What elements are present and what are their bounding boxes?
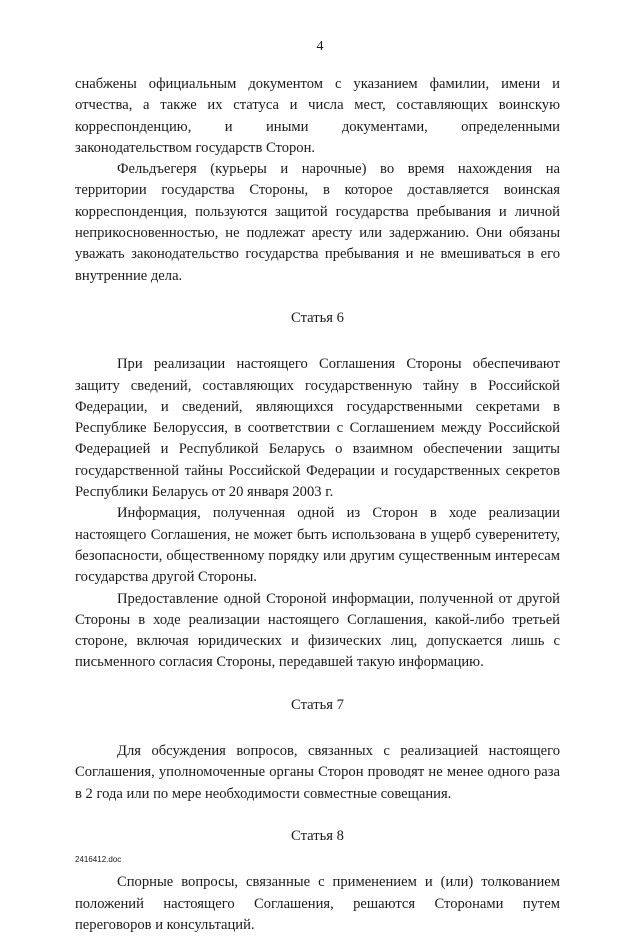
article-7-paragraph-1: Для обсуждения вопросов, связанных с реализацией настоящего Соглашения, уполномоченные органы Сторон проводят не менее одного раза в 2 года или по мере необходимости совместные совещания. — [75, 743, 560, 802]
article-7-heading: Статья 7 — [291, 696, 344, 713]
document-filename: 2416412.doc — [75, 855, 122, 864]
article-6-paragraph-3: Предоставление одной Стороной информации, полученной от другой Стороны в ходе реализации настоящего Соглашения, какой-либо третьей стороне, включая юридических и физических лиц, допускается лишь с письменного согласия Стороны, передавшей такую информацию. — [75, 590, 560, 671]
article-6-paragraph-1: При реализации настоящего Соглашения Стороны обеспечивают защиту сведений, составляющих государственную тайну в Российской Федерации, и сведений, являющихся государственными секретами в Республике Белоруссия, в соответствии с Соглашением между Российской Федерацией и Республикой Беларусь о взаимном обеспечении защиты государственной тайны Российской Федерации и государственных секретов Республики Беларусь от 20 января 2003 г. — [75, 356, 560, 501]
paragraph-couriers: Фельдъегеря (курьеры и нарочные) во время нахождения на территории государства Стороны, в которое доставляется воинская корреспонденция, пользуются защитой государства пребывания и личной неприкосновенностью, не подлежат аресту или задержанию. Они обязаны уважать законодательство государства пребывания и не вмешиваться в его внутренние дела. — [75, 161, 560, 284]
article-6-heading: Статья 6 — [291, 309, 344, 326]
page-number: 4 — [316, 39, 324, 54]
article-8-paragraph-1: Спорные вопросы, связанные с применением и (или) толкованием положений настоящего Соглашения, решаются Сторонами путем переговоров и консультаций. — [75, 874, 560, 933]
article-8-heading: Статья 8 — [291, 827, 344, 844]
article-6-paragraph-2: Информация, полученная одной из Сторон в ходе реализации настоящего Соглашения, не может быть использована в ущерб суверенитету, безопасности, общественному порядку или другим существенным интересам государства другой Стороны. — [75, 505, 560, 586]
paragraph-continuation: снабжены официальным документом с указанием фамилии, имени и отчества, а также их статуса и числа мест, составляющих воинскую корреспонденцию, и иными документами, определенными законодательством государств Сторон. — [75, 76, 560, 156]
document-body — [75, 74, 560, 936]
